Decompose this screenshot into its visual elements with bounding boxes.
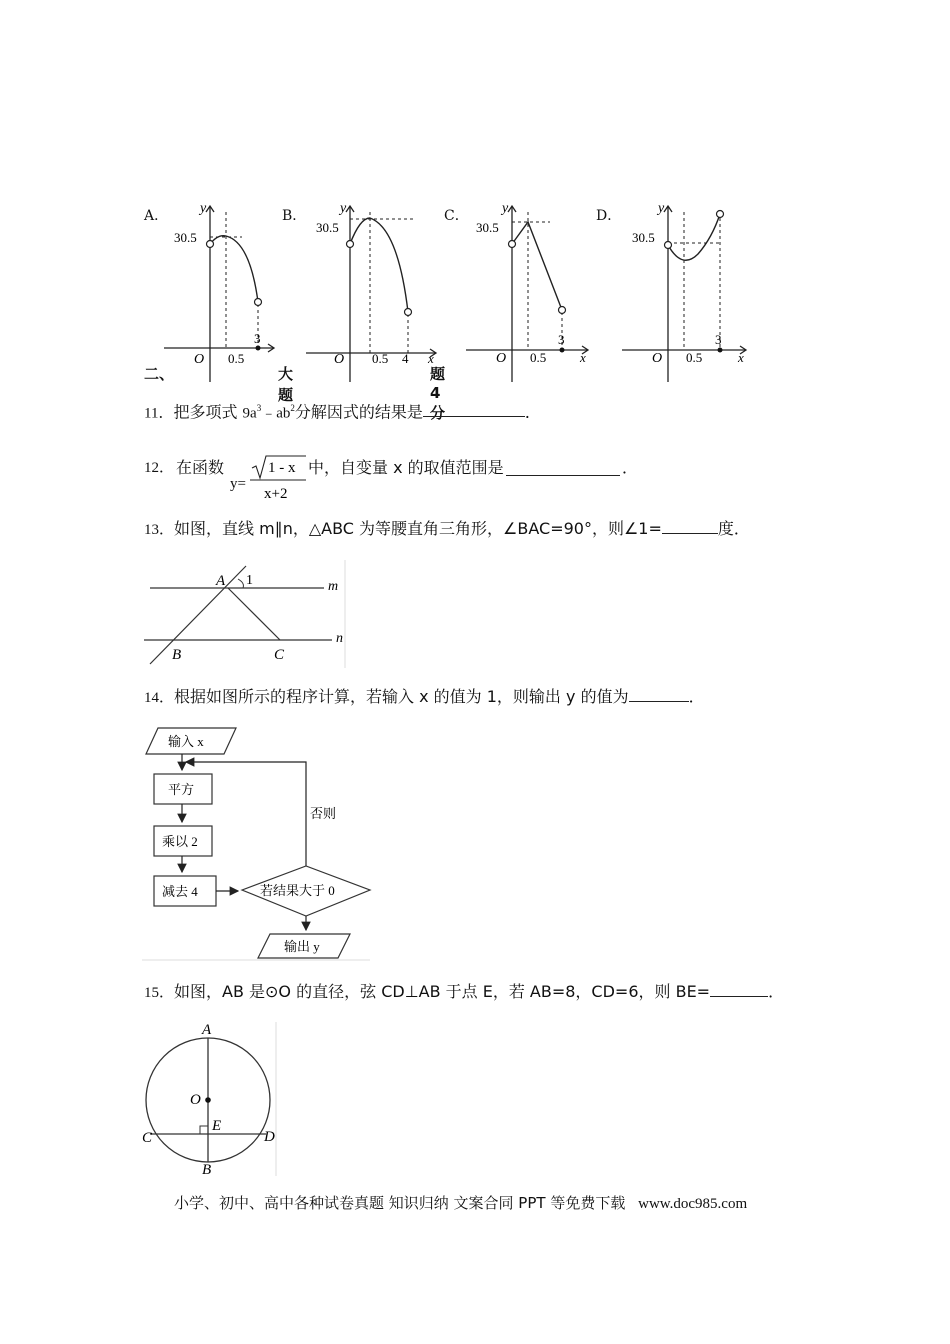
section-2-part3: 题4分 xyxy=(430,365,446,422)
question-13 xyxy=(144,518,750,540)
choice-a-letter: A． xyxy=(144,208,169,224)
q12-pre: 在函数 xyxy=(176,458,225,477)
choice-d-x-tick-2: 3 xyxy=(715,332,722,347)
q14-answer-blank[interactable] xyxy=(629,686,689,702)
choice-a-graph xyxy=(164,198,276,384)
q13-label-c: C xyxy=(274,647,285,663)
q13-text: 如图，直线 m∥n，△ABC 为等腰直角三角形，∠BAC=90°，则∠1= xyxy=(174,519,662,538)
q13-label-1: 1 xyxy=(246,573,253,588)
question-14 xyxy=(144,686,705,708)
choice-c-y-tick: 30.5 xyxy=(476,220,499,235)
q12-denominator: x+2 xyxy=(264,486,288,502)
page-footer xyxy=(174,1192,747,1213)
flow-square-label: 平方 xyxy=(168,782,195,797)
q13-figure xyxy=(142,560,348,668)
choice-a-x-tick-2: 3 xyxy=(254,331,261,346)
q14-text: 根据如图所示的程序计算，若输入 x 的值为 1，则输出 y 的值为 xyxy=(174,687,629,706)
footer-url[interactable]: www.doc985.com xyxy=(638,1196,748,1212)
q15-label-c: C xyxy=(142,1130,153,1146)
q12-y-eq: y= xyxy=(230,476,246,492)
section-2-part2: 大题 xyxy=(278,365,294,404)
q13-label-b: B xyxy=(172,647,182,663)
choice-b-graph xyxy=(306,198,438,384)
q11-expr1: 9a xyxy=(242,405,257,422)
choice-d-y-label: y xyxy=(658,201,665,216)
q12-post: 中，自变量 x 的取值范围是 xyxy=(308,458,504,477)
choice-d-graph xyxy=(622,198,748,384)
q15-answer-blank[interactable] xyxy=(710,981,768,997)
q13-label-n: n xyxy=(336,631,343,646)
choice-d-x-label: x xyxy=(738,350,744,365)
flow-times2-label: 乘以 2 xyxy=(162,834,198,849)
choice-d-letter: D． xyxy=(596,208,622,224)
q11-answer-blank[interactable] xyxy=(423,401,525,417)
flow-input-label: 输入 x xyxy=(168,734,204,749)
q15-label-a: A xyxy=(202,1022,212,1038)
q15-label-d: D xyxy=(264,1129,275,1145)
q14-end: ． xyxy=(688,687,705,706)
section-2-part1: 二、 xyxy=(144,365,175,383)
choice-d-x-tick-1: 0.5 xyxy=(686,350,703,365)
choice-b-y-label: y xyxy=(340,201,347,216)
q11-mid: ﹣ab xyxy=(261,405,291,422)
flow-output-label: 输出 y xyxy=(284,939,320,954)
choice-b-x-tick-1: 0.5 xyxy=(372,351,389,366)
question-12 xyxy=(144,458,664,508)
choice-graphs xyxy=(140,198,750,384)
q13-answer-blank[interactable] xyxy=(662,518,718,534)
q15-label-e: E xyxy=(212,1118,222,1134)
flow-condition-label: 若结果大于 0 xyxy=(260,883,335,898)
choice-b-y-tick: 30.5 xyxy=(316,220,339,235)
q12-radicand: 1 - x xyxy=(268,460,296,476)
flow-minus4-label: 减去 4 xyxy=(162,884,198,899)
choice-d-y-tick: 30.5 xyxy=(632,230,655,245)
q12-end: ． xyxy=(622,458,639,477)
q13-end: 度． xyxy=(717,519,750,538)
q13-number: 13． xyxy=(144,522,175,538)
choice-b-x-tick-2: 4 xyxy=(402,351,409,366)
q15-text: 如图，AB 是⊙O 的直径，弦 CD⊥AB 于点 E，若 AB=8，CD=6，则 BE= xyxy=(174,982,711,1001)
choice-c-graph xyxy=(466,198,590,384)
q11-post: 分解因式的结果是 xyxy=(294,402,423,422)
choice-c-origin: O xyxy=(496,351,507,366)
q11-end: ． xyxy=(524,402,541,422)
q12-fraction xyxy=(248,454,308,504)
question-15 xyxy=(144,981,784,1003)
choice-c-x-label: x xyxy=(580,350,586,365)
q13-label-a: A xyxy=(216,573,226,589)
choice-c-letter: C． xyxy=(444,208,469,224)
q11-pre: 把多项式 xyxy=(173,402,243,422)
choice-a-origin: O xyxy=(194,352,205,367)
q12-number: 12． xyxy=(144,460,175,476)
q13-label-m: m xyxy=(328,579,339,594)
q15-number: 15． xyxy=(144,985,175,1001)
choice-b-origin: O xyxy=(334,352,345,367)
flow-else-label: 否则 xyxy=(310,806,337,821)
q11-exp1: 3 xyxy=(256,403,262,413)
choice-a-x-tick-1: 0.5 xyxy=(228,351,245,366)
q11-exp2: 2 xyxy=(290,403,295,413)
choice-c-x-tick-1: 0.5 xyxy=(530,350,547,365)
q15-label-o: O xyxy=(190,1092,201,1108)
q15-figure xyxy=(140,1020,280,1176)
choice-b-x-label: x xyxy=(428,351,434,366)
q12-answer-blank[interactable] xyxy=(506,460,620,476)
q15-label-b: B xyxy=(202,1162,212,1176)
q11-number: 11． xyxy=(144,405,174,422)
question-11 xyxy=(144,398,541,423)
q15-end: ． xyxy=(768,982,785,1001)
choice-c-x-tick-2: 3 xyxy=(558,332,565,347)
q14-flowchart xyxy=(142,722,374,962)
q14-number: 14． xyxy=(144,690,175,706)
choice-d-origin: O xyxy=(652,351,663,366)
choice-a-y-label: y xyxy=(200,201,207,216)
choice-a-y-tick: 30.5 xyxy=(174,230,197,245)
choice-c-y-label: y xyxy=(502,201,509,216)
choice-b-letter: B． xyxy=(282,208,307,224)
footer-text: 小学、初中、高中各种试卷真题 知识归纳 文案合同 PPT 等免费下载 xyxy=(174,1194,626,1212)
